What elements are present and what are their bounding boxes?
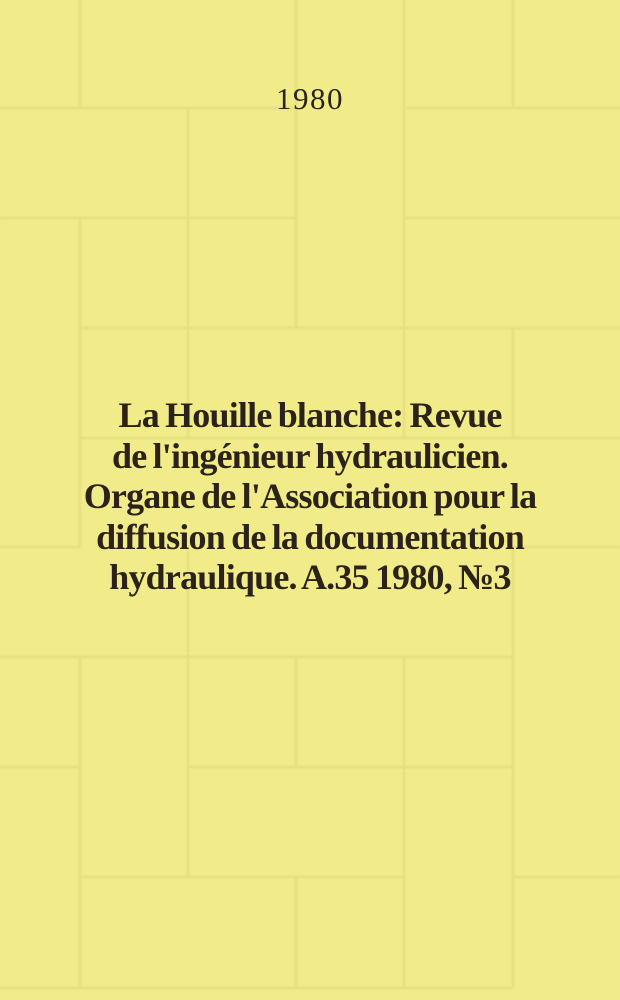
title-line: diffusion de la documentation (96, 516, 524, 557)
title-line: de l'ingénieur hydraulicien. (112, 435, 508, 476)
cover-title (0, 395, 620, 598)
title-line: hydraulique. A.35 1980, №3 (109, 557, 511, 597)
year-label: 1980 (276, 81, 344, 116)
title-line: Organe de l'Association pour la (83, 476, 537, 516)
title-line: La Houille blanche: Revue (118, 395, 502, 435)
